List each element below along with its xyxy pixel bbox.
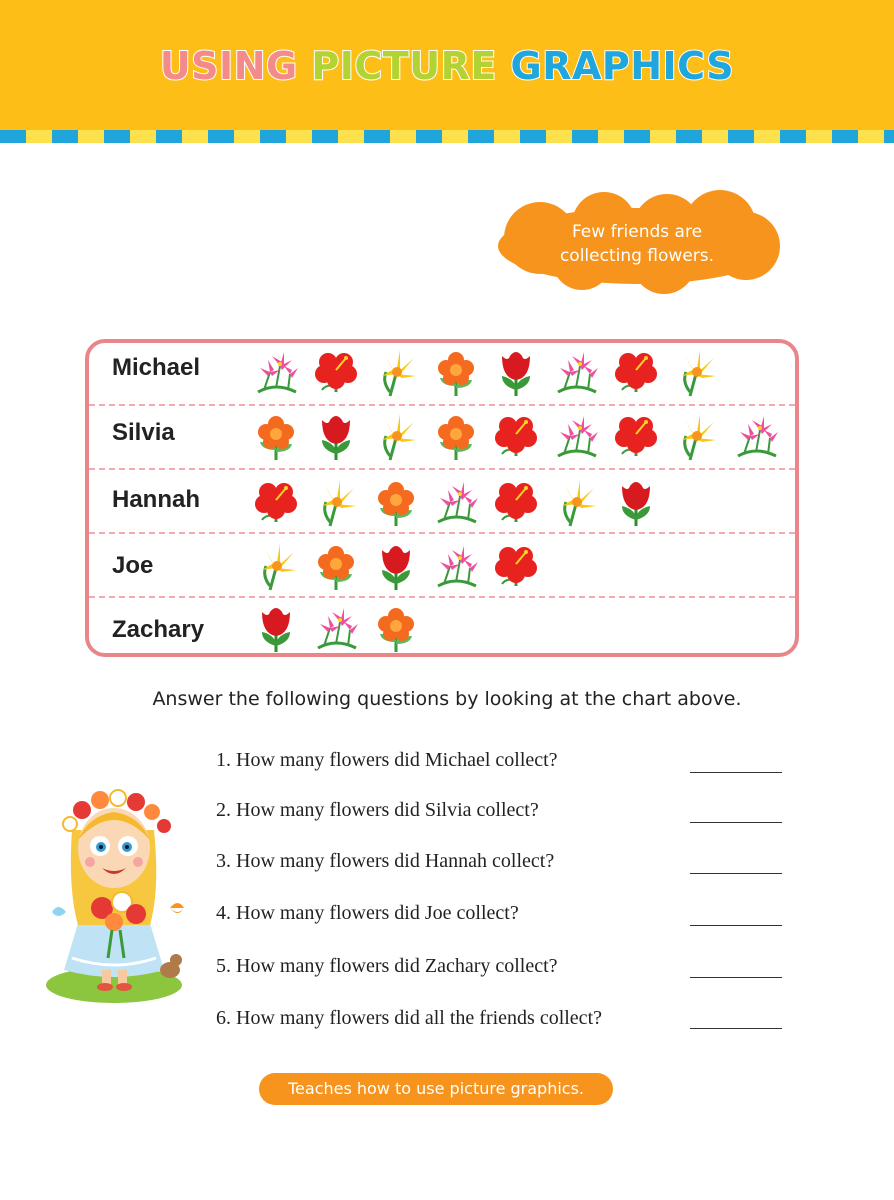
question-1: 1. How many flowers did Michael collect?	[216, 749, 558, 771]
answer-blank-3[interactable]	[690, 873, 782, 874]
footer-note-badge: Teaches how to use picture graphics.	[259, 1073, 613, 1105]
answer-blank-4[interactable]	[690, 925, 782, 926]
yellow-lily-icon	[250, 540, 302, 592]
row-divider	[89, 468, 795, 470]
red-tulip-icon	[490, 346, 542, 398]
row-label-zachary: Zachary	[112, 616, 205, 643]
yellow-lily-icon	[670, 410, 722, 462]
orange-flower-icon	[430, 410, 482, 462]
red-tulip-icon	[250, 602, 302, 654]
yellow-lily-icon	[370, 410, 422, 462]
yellow-lily-icon	[550, 476, 602, 528]
answer-blank-2[interactable]	[690, 822, 782, 823]
pink-lily-icon	[730, 410, 782, 462]
question-6: 6. How many flowers did all the friends collect?	[216, 1007, 602, 1029]
title-word-picture: PICTURE	[311, 44, 497, 88]
row-divider	[89, 532, 795, 534]
red-hibiscus-icon	[490, 476, 542, 528]
pink-lily-icon	[550, 346, 602, 398]
row-label-hannah: Hannah	[112, 486, 201, 513]
row-divider	[89, 596, 795, 598]
question-3: 3. How many flowers did Hannah collect?	[216, 850, 555, 872]
row-divider	[89, 404, 795, 406]
red-tulip-icon	[370, 540, 422, 592]
answer-blank-5[interactable]	[690, 977, 782, 978]
yellow-lily-icon	[670, 346, 722, 398]
title-word-graphics: GRAPHICS	[510, 44, 735, 88]
pink-lily-icon	[310, 602, 362, 654]
red-hibiscus-icon	[490, 540, 542, 592]
red-tulip-icon	[310, 410, 362, 462]
header-stripe	[0, 130, 894, 143]
pink-lily-icon	[250, 346, 302, 398]
red-hibiscus-icon	[490, 410, 542, 462]
answer-blank-6[interactable]	[690, 1028, 782, 1029]
answer-blank-1[interactable]	[690, 772, 782, 773]
row-label-michael: Michael	[112, 354, 201, 381]
orange-flower-icon	[370, 602, 422, 654]
speech-cloud-line-2: collecting flowers.	[559, 246, 715, 266]
girl-with-flowers-illustration	[42, 780, 187, 1005]
pink-lily-icon	[550, 410, 602, 462]
speech-cloud-text	[512, 220, 762, 268]
red-hibiscus-icon	[310, 346, 362, 398]
red-hibiscus-icon	[610, 346, 662, 398]
orange-flower-icon	[310, 540, 362, 592]
question-4: 4. How many flowers did Joe collect?	[216, 902, 519, 924]
row-label-joe: Joe	[112, 552, 154, 579]
instructions-text: Answer the following questions by looking at the chart above.	[152, 688, 742, 710]
orange-flower-icon	[370, 476, 422, 528]
yellow-lily-icon	[310, 476, 362, 528]
red-hibiscus-icon	[250, 476, 302, 528]
title-word-using: USING	[159, 44, 298, 88]
red-hibiscus-icon	[610, 410, 662, 462]
orange-flower-icon	[250, 410, 302, 462]
yellow-lily-icon	[370, 346, 422, 398]
pink-lily-icon	[430, 540, 482, 592]
page-title	[0, 44, 894, 88]
question-2: 2. How many flowers did Silvia collect?	[216, 799, 539, 821]
row-label-silvia: Silvia	[112, 419, 175, 446]
question-5: 5. How many flowers did Zachary collect?	[216, 955, 558, 977]
red-tulip-icon	[610, 476, 662, 528]
pink-lily-icon	[430, 476, 482, 528]
orange-flower-icon	[430, 346, 482, 398]
speech-cloud-line-1: Few friends are	[571, 222, 703, 242]
